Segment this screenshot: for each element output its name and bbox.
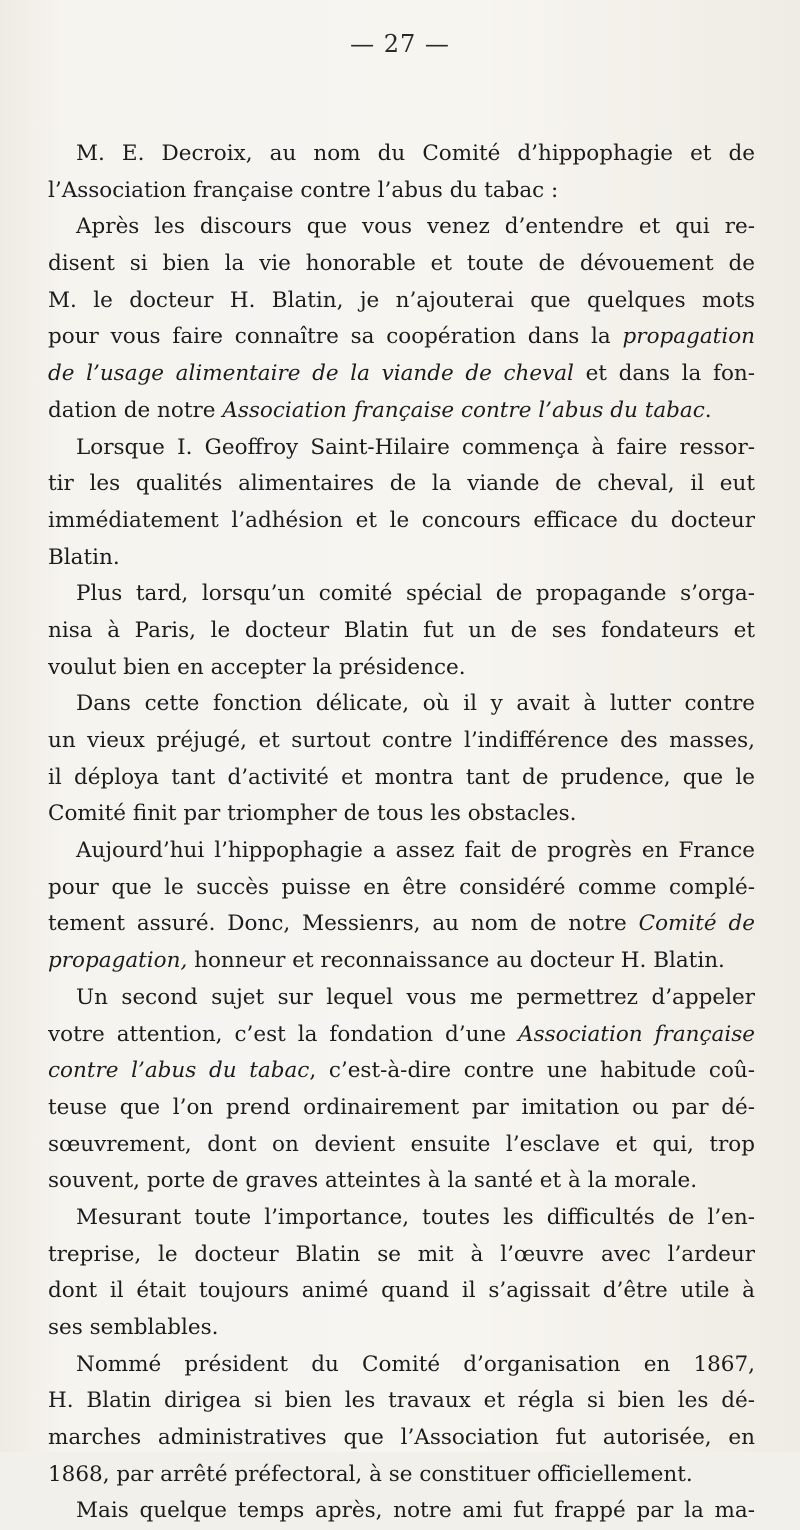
line-text: et dans la fon- — [573, 361, 755, 387]
line-text: teuse que l’on prend ordinairement par imitation ou par dé- — [48, 1094, 755, 1120]
line-text: tir les qualités alimentaires de la viande de cheval, il eut — [48, 471, 755, 497]
line-text: il déploya tant d’activité et montra tant de prudence, que le — [48, 764, 755, 790]
line-text: nisa à Paris, le docteur Blatin fut un de ses fondateurs et — [48, 617, 755, 643]
text-line — [48, 430, 755, 467]
line-text: Comité finit par triompher de tous les obstacles. — [48, 801, 577, 827]
text-line — [48, 1347, 755, 1384]
line-text: M. le docteur H. Blatin, je n’ajouterai que quelques mots — [48, 287, 755, 313]
line-text: M. E. Decroix, au nom du Comité d’hippophagie et de — [76, 141, 755, 166]
line-text: votre attention, c’est la fondation d’une — [48, 1021, 519, 1047]
text-line — [48, 833, 755, 870]
italic-text: contre l’abus du tabac — [48, 1058, 310, 1084]
text-line — [48, 209, 755, 246]
text-line — [48, 686, 755, 723]
text-line — [48, 356, 755, 393]
line-text: souvent, porte de graves atteintes à la santé et à la morale. — [48, 1168, 698, 1194]
line-text: dont il était toujours animé quand il s’agissait d’être utile à — [48, 1278, 755, 1304]
text-line — [48, 1127, 755, 1164]
line-text: H. Blatin dirigea si bien les travaux et régla si bien les dé- — [48, 1388, 755, 1414]
line-text: tement assuré. Donc, Messienrs, au nom de notre — [48, 911, 639, 937]
text-line — [48, 1310, 755, 1347]
line-text: Après les discours que vous venez d’entendre et qui re- — [76, 214, 755, 240]
text-line — [48, 503, 755, 540]
line-text: Mesurant toute l’importance, toutes les difficultés de l’en- — [76, 1204, 755, 1230]
text-line — [48, 1273, 755, 1310]
line-text: , c’est-à-dire contre une habitude coû- — [309, 1058, 755, 1084]
text-line — [48, 870, 755, 907]
text-line — [48, 1420, 755, 1457]
body-text — [48, 136, 755, 1530]
line-text: Blatin. — [48, 544, 120, 570]
line-text: immédiatement l’adhésion et le concours efficace du docteur — [48, 507, 755, 533]
line-text: Lorsque I. Geoffroy Saint-Hilaire commença à faire ressor- — [76, 434, 755, 460]
italic-text: propagation, — [48, 948, 188, 974]
italic-text: Comité de — [638, 911, 755, 937]
text-line — [48, 1200, 755, 1237]
line-text: honneur et reconnaissance au docteur H. Blatin. — [187, 948, 725, 974]
line-text: Un second sujet sur lequel vous me permettrez d’appeler — [76, 984, 755, 1010]
text-line — [48, 283, 755, 320]
line-text: pour que le succès puisse en être considéré comme complé- — [48, 874, 755, 900]
text-line — [48, 1493, 755, 1530]
text-line — [48, 173, 755, 210]
text-line — [48, 576, 755, 613]
text-line — [48, 466, 755, 503]
line-text: l’Association française contre l’abus du tabac : — [48, 177, 559, 203]
text-line — [48, 319, 755, 356]
text-line — [48, 136, 755, 173]
line-text: sœuvrement, dont on devient ensuite l’esclave et qui, trop — [48, 1131, 755, 1157]
line-text: pour vous faire connaître sa coopération dans la — [48, 324, 623, 350]
text-line — [48, 613, 755, 650]
line-text: 1868, par arrêté préfectoral, à se constituer officiellement. — [48, 1461, 693, 1487]
text-line — [48, 760, 755, 797]
line-text: ses semblables. — [48, 1315, 219, 1340]
line-text: . — [704, 397, 712, 423]
text-line — [48, 1237, 755, 1274]
text-line — [48, 723, 755, 760]
text-line — [48, 1457, 755, 1494]
line-text: Dans cette fonction délicate, où il y avait à lutter contre — [76, 691, 755, 717]
italic-text: propagation — [622, 324, 755, 350]
text-line — [48, 943, 755, 980]
text-line — [48, 1090, 755, 1127]
line-text: Nommé président du Comité d’organisation en 1867, — [76, 1351, 755, 1377]
line-text: un vieux préjugé, et surtout contre l’indifférence des masses, — [48, 728, 755, 753]
text-line — [48, 393, 755, 430]
line-text: Mais quelque temps après, notre ami fut frappé par la ma- — [76, 1498, 755, 1524]
line-text: disent si bien la vie honorable et toute de dévouement de — [48, 251, 755, 277]
text-line — [48, 1053, 755, 1090]
text-line — [48, 1163, 755, 1200]
text-line — [48, 650, 755, 687]
text-line — [48, 906, 755, 943]
page-number: — 27 — — [350, 30, 450, 58]
text-line — [48, 796, 755, 833]
line-text: marches administratives que l’Association fut autorisée, en — [48, 1425, 755, 1451]
line-text: voulut bien en accepter la présidence. — [48, 654, 466, 680]
text-line — [48, 1017, 755, 1054]
italic-text: Association française contre l’abus du tabac — [222, 397, 705, 423]
italic-text: Association française — [518, 1021, 755, 1047]
line-text: Plus tard, lorsqu’un comité spécial de propagande s’orga- — [76, 581, 755, 607]
text-line — [48, 540, 755, 577]
line-text: treprise, le docteur Blatin se mit à l’œuvre avec l’ardeur — [48, 1241, 755, 1267]
text-line — [48, 1383, 755, 1420]
text-line — [48, 980, 755, 1017]
italic-text: de l’usage alimentaire de la viande de cheval — [48, 361, 574, 387]
line-text: dation de notre — [48, 397, 223, 423]
text-line — [48, 246, 755, 283]
line-text: Aujourd’hui l’hippophagie a assez fait de progrès en France — [76, 838, 755, 864]
